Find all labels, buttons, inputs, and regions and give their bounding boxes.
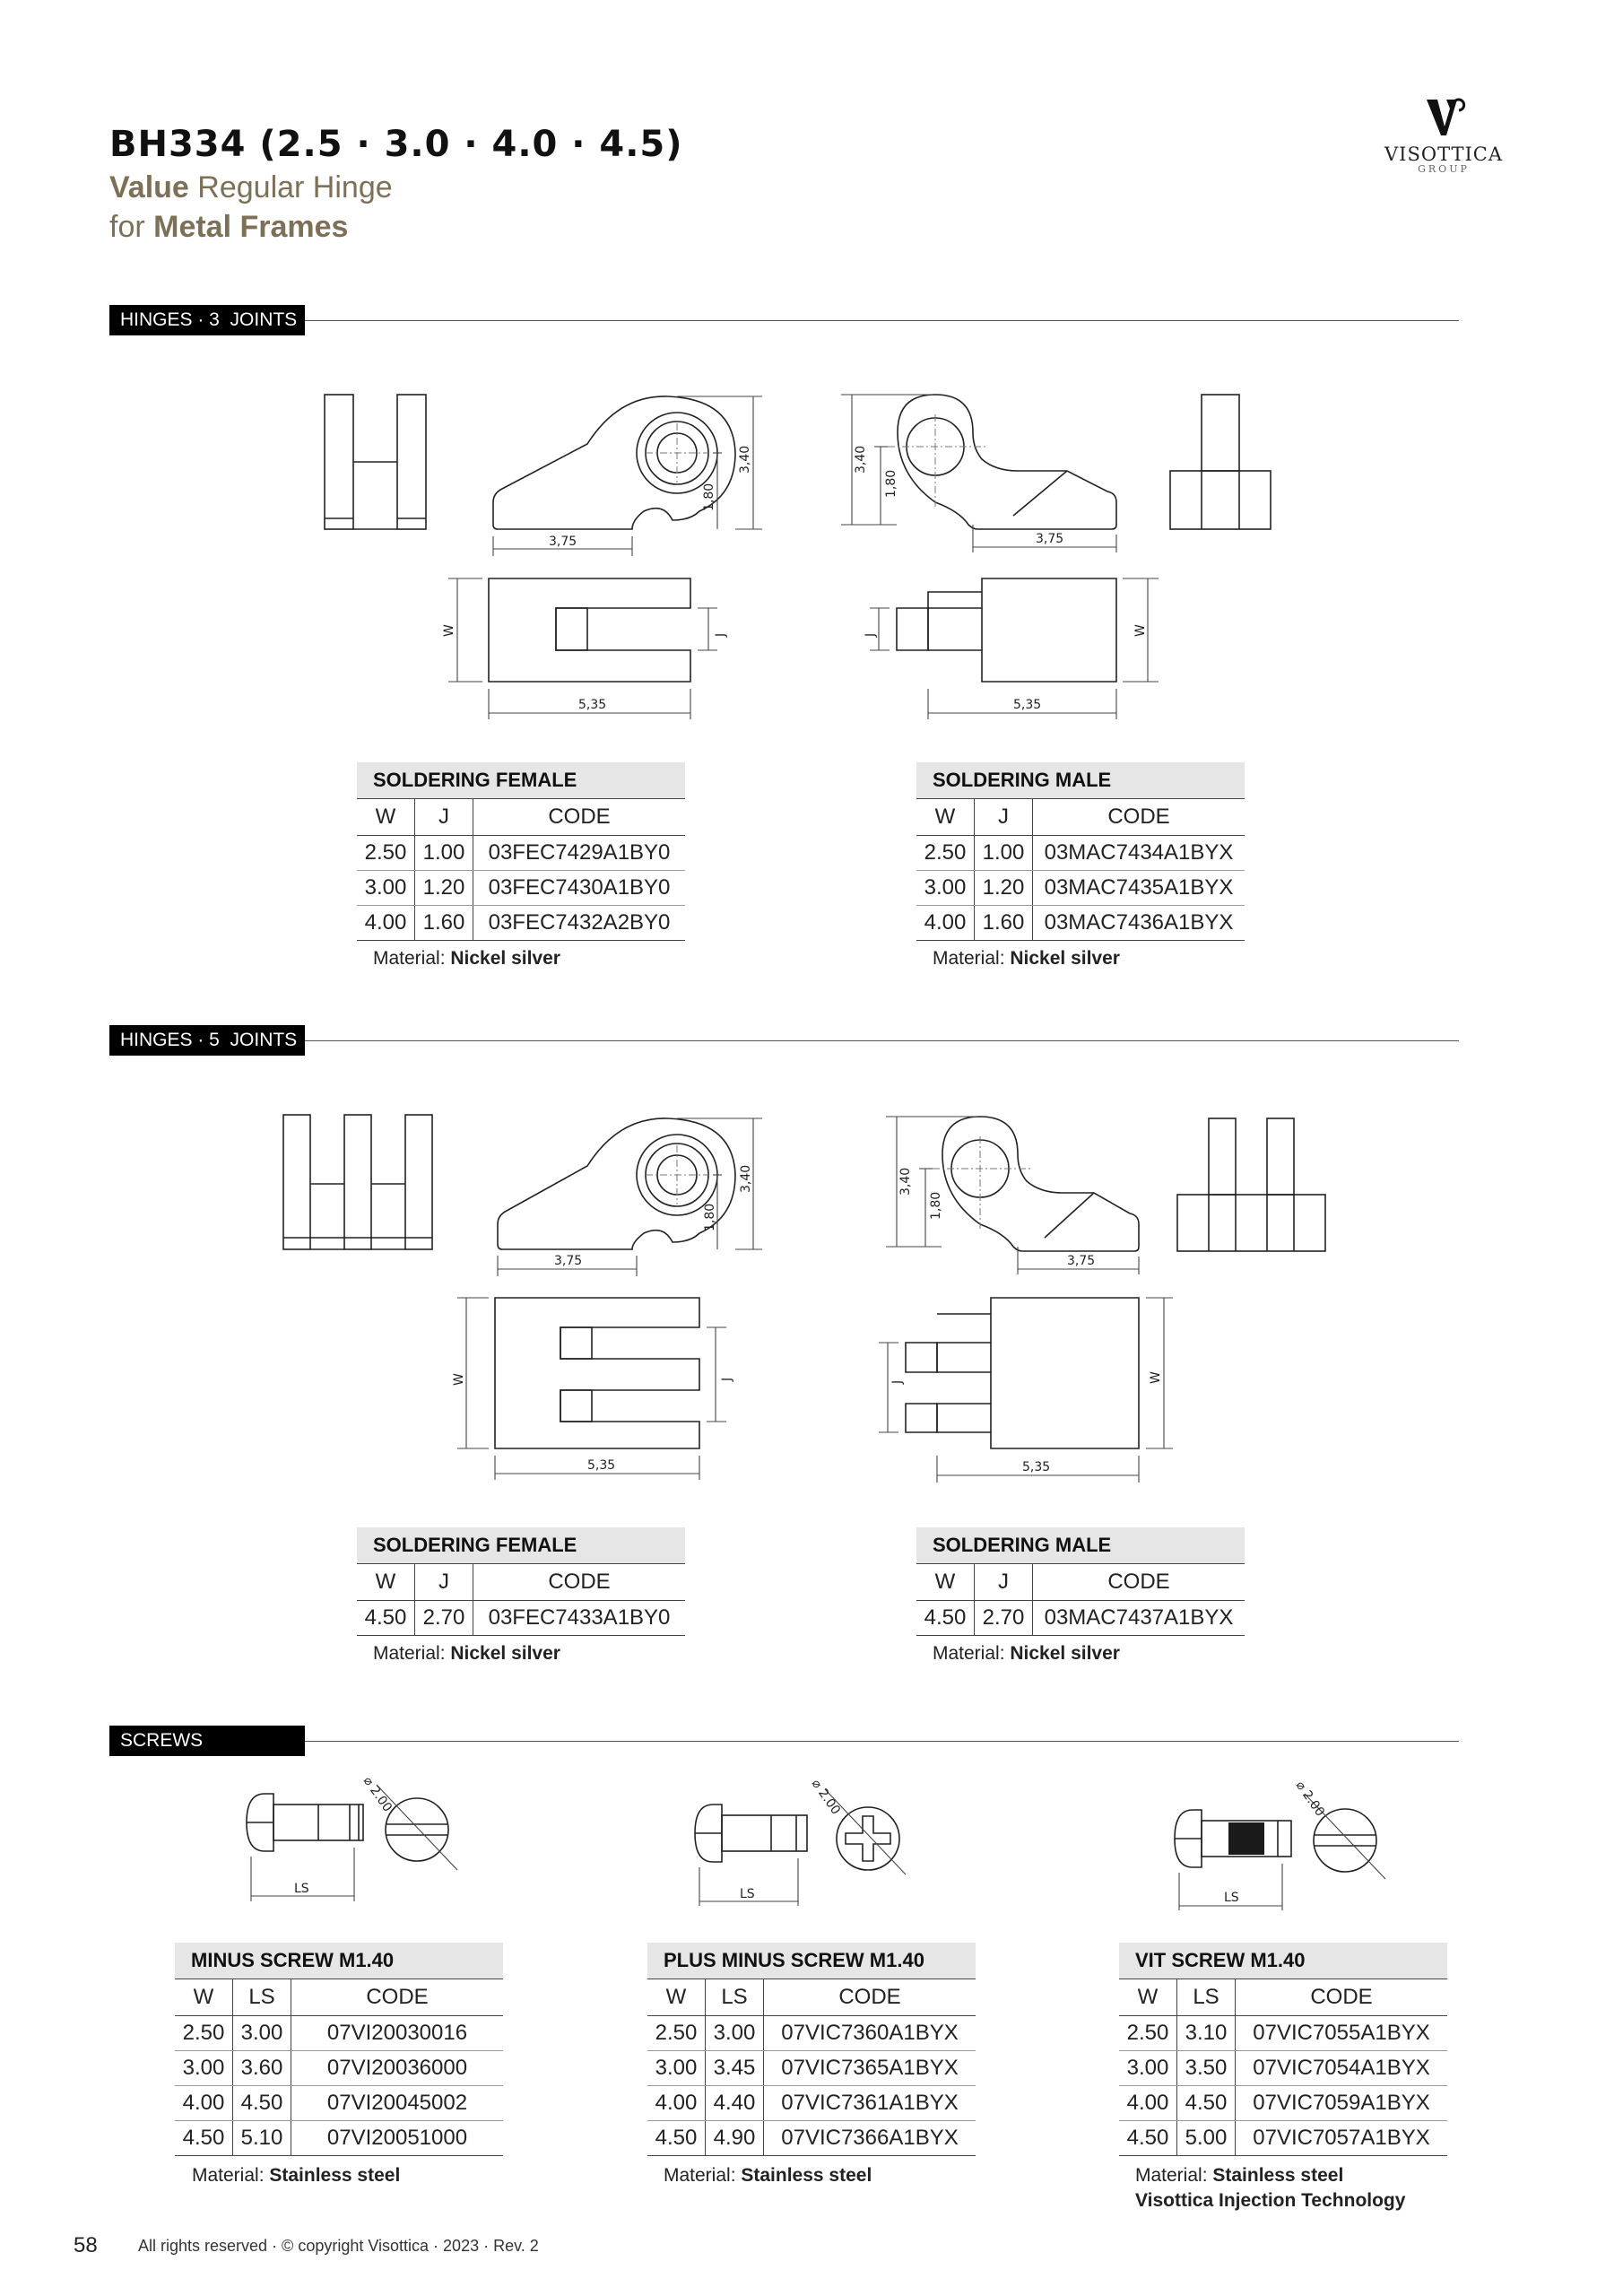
material-label: Material:	[192, 2165, 270, 2186]
cell-code: 03FEC7430A1BY0	[473, 871, 686, 906]
table-row	[1119, 2121, 1447, 2156]
table-title: PLUS MINUS SCREW M1.40	[647, 1943, 976, 1979]
cell-w: 4.00	[357, 906, 415, 941]
col-code: CODE	[1033, 799, 1245, 836]
dim-5-35: 5,35	[1013, 698, 1042, 712]
col-w: W	[357, 799, 415, 836]
dim-1-80: 1,80	[929, 1191, 943, 1220]
material-female-3	[373, 948, 560, 970]
cell-w: 4.50	[647, 2121, 706, 2156]
cell-code: 03FEC7433A1BY0	[473, 1601, 686, 1636]
cell-code: 03FEC7429A1BY0	[473, 836, 686, 871]
cell-w: 3.00	[1119, 2051, 1177, 2086]
cell-ls: 4.90	[706, 2121, 764, 2156]
female-top-view	[442, 578, 728, 719]
material-value: Nickel silver	[450, 1643, 560, 1664]
cell-code: 07VI20051000	[291, 2121, 504, 2156]
cell-code: 07VIC7361A1BYX	[764, 2086, 976, 2121]
dim-w: W	[1149, 1371, 1163, 1384]
table-vit-screw	[1119, 1943, 1447, 2156]
subtitle2-pre: for	[109, 210, 154, 244]
cell-code: 07VIC7055A1BYX	[1236, 2016, 1448, 2051]
male-side-view	[1177, 1118, 1325, 1251]
material-value: Nickel silver	[1010, 1643, 1120, 1664]
copyright: All rights reserved · © copyright Visottica · 2023 · Rev. 2	[138, 2237, 539, 2255]
dim-5-35: 5,35	[578, 698, 607, 712]
cell-code: 07VIC7054A1BYX	[1236, 2051, 1448, 2086]
section-screws	[109, 1726, 1459, 1756]
dim-ls: LS	[294, 1882, 309, 1896]
col-ls: LS	[233, 1979, 291, 2016]
cell-ls: 4.50	[233, 2086, 291, 2121]
cell-code: 07VI20030016	[291, 2016, 504, 2051]
col-ls: LS	[1177, 1979, 1236, 2016]
cell-w: 4.50	[916, 1601, 975, 1636]
dim-diameter: ⌀ 2.00	[808, 1777, 844, 1818]
cell-code: 07VI20045002	[291, 2086, 504, 2121]
col-code: CODE	[764, 1979, 976, 2016]
cell-w: 3.00	[357, 871, 415, 906]
table-row	[357, 836, 685, 871]
table-title: SOLDERING MALE	[916, 762, 1245, 799]
table-row	[647, 2051, 976, 2086]
cell-ls: 3.50	[1177, 2051, 1236, 2086]
material-label: Material:	[1135, 2165, 1213, 2186]
material-minus-screw	[192, 2165, 400, 2187]
female-top-view	[452, 1298, 734, 1480]
visottica-v-icon	[1417, 94, 1471, 139]
cell-w: 4.00	[916, 906, 975, 941]
table-row	[647, 2086, 976, 2121]
dim-3-75: 3,75	[549, 535, 577, 549]
cell-code: 03MAC7435A1BYX	[1033, 871, 1245, 906]
dim-ls: LS	[740, 1887, 755, 1901]
table-row	[1119, 2016, 1447, 2051]
dim-w: W	[442, 624, 456, 637]
subtitle2-bold: Metal Frames	[153, 210, 349, 244]
cell-w: 4.00	[1119, 2086, 1177, 2121]
page-title: BH334 (2.5 · 3.0 · 4.0 · 4.5)	[109, 124, 683, 165]
table-row	[916, 871, 1245, 906]
col-code: CODE	[1236, 1979, 1448, 2016]
dim-ls: LS	[1224, 1891, 1239, 1905]
cell-j: 1.60	[415, 906, 473, 941]
cell-w: 3.00	[916, 871, 975, 906]
dim-3-75: 3,75	[554, 1254, 583, 1268]
cell-code: 07VIC7057A1BYX	[1236, 2121, 1448, 2156]
col-code: CODE	[473, 799, 686, 836]
cell-ls: 3.60	[233, 2051, 291, 2086]
male-front-view	[841, 395, 1116, 552]
col-j: J	[415, 1564, 473, 1601]
cell-w: 2.50	[916, 836, 975, 871]
table-soldering-female-3	[357, 762, 685, 941]
logo-group: GROUP	[1418, 163, 1470, 175]
table-soldering-male-3	[916, 762, 1245, 941]
col-ls: LS	[706, 1979, 764, 2016]
col-j: J	[415, 799, 473, 836]
table-row	[1119, 2051, 1447, 2086]
cell-code: 07VIC7059A1BYX	[1236, 2086, 1448, 2121]
table-row	[175, 2121, 503, 2156]
table-row	[916, 906, 1245, 941]
page-number: 58	[74, 2233, 98, 2257]
material-label: Material:	[933, 1643, 1011, 1664]
minus-screw-icon	[247, 1774, 457, 1901]
dim-diameter: ⌀ 2.00	[1292, 1779, 1328, 1820]
cell-ls: 3.45	[706, 2051, 764, 2086]
cell-w: 4.50	[175, 2121, 233, 2156]
cell-ls: 3.00	[233, 2016, 291, 2051]
material-female-5	[373, 1643, 560, 1665]
table-row	[647, 2016, 976, 2051]
dim-1-80: 1,80	[703, 1203, 717, 1231]
cell-j: 2.70	[975, 1601, 1033, 1636]
cell-w: 3.00	[647, 2051, 706, 2086]
table-title: SOLDERING FEMALE	[357, 762, 685, 799]
dim-3-75: 3,75	[1067, 1254, 1096, 1268]
female-front-view	[498, 1118, 762, 1276]
col-code: CODE	[473, 1564, 686, 1601]
plus-minus-screw-icon	[695, 1777, 906, 1906]
dim-3-40: 3,40	[898, 1167, 913, 1196]
male-top-view	[864, 578, 1159, 719]
table-row	[175, 2016, 503, 2051]
cell-w: 4.50	[357, 1601, 415, 1636]
table-row	[357, 906, 685, 941]
col-w: W	[647, 1979, 706, 2016]
section-label: HINGES · 5 JOINTS	[109, 1025, 305, 1056]
dim-w: W	[452, 1373, 466, 1386]
col-code: CODE	[1033, 1564, 1245, 1601]
dim-j: J	[890, 1379, 905, 1384]
cell-w: 2.50	[175, 2016, 233, 2051]
male-side-view	[1170, 395, 1271, 529]
table-minus-screw	[175, 1943, 503, 2156]
table-title: SOLDERING FEMALE	[357, 1527, 685, 1564]
dim-1-80: 1,80	[884, 469, 898, 498]
screws-drawing	[224, 1758, 1480, 1919]
section-hinges-3-joints	[109, 305, 1459, 335]
table-row	[916, 1601, 1245, 1636]
female-side-view	[283, 1115, 432, 1249]
subtitle-rest: Regular Hinge	[188, 170, 393, 204]
subtitle-line-1	[109, 170, 393, 205]
material-male-5	[933, 1643, 1120, 1665]
cell-w: 2.50	[357, 836, 415, 871]
dim-1-80: 1,80	[702, 483, 716, 511]
cell-j: 1.60	[975, 906, 1033, 941]
dim-3-75: 3,75	[1036, 532, 1064, 546]
female-front-view	[493, 396, 762, 556]
dim-5-35: 5,35	[587, 1458, 616, 1473]
cell-ls: 3.10	[1177, 2016, 1236, 2051]
section-hinges-5-joints	[109, 1025, 1459, 1056]
dim-j: J	[720, 1377, 734, 1381]
section-label: SCREWS	[109, 1726, 305, 1756]
col-w: W	[1119, 1979, 1177, 2016]
cell-w: 2.50	[1119, 2016, 1177, 2051]
material-value: Stainless steel	[741, 2165, 872, 2186]
cell-code: 07VIC7365A1BYX	[764, 2051, 976, 2086]
table-row	[175, 2051, 503, 2086]
table-row	[175, 2086, 503, 2121]
vit-screw-icon	[1175, 1779, 1385, 1910]
material-male-3	[933, 948, 1120, 970]
dim-3-40: 3,40	[739, 1164, 753, 1193]
subtitle-bold: Value	[109, 170, 189, 204]
col-w: W	[357, 1564, 415, 1601]
material-label: Material:	[664, 2165, 742, 2186]
cell-j: 1.00	[415, 836, 473, 871]
col-code: CODE	[291, 1979, 504, 2016]
hinge-3-joints-drawing	[314, 377, 1300, 726]
material-value: Stainless steel	[1212, 2165, 1344, 2186]
material-vit-extra: Visottica Injection Technology	[1135, 2190, 1406, 2211]
section-divider	[305, 1040, 1459, 1041]
table-title: SOLDERING MALE	[916, 1527, 1245, 1564]
dim-j: J	[864, 632, 878, 637]
cell-code: 07VIC7366A1BYX	[764, 2121, 976, 2156]
section-label: HINGES · 3 JOINTS	[109, 305, 305, 335]
cell-code: 03MAC7434A1BYX	[1033, 836, 1245, 871]
dim-w: W	[1133, 624, 1148, 637]
cell-w: 4.00	[175, 2086, 233, 2121]
table-soldering-male-5	[916, 1527, 1245, 1636]
col-w: W	[916, 1564, 975, 1601]
cell-ls: 3.00	[706, 2016, 764, 2051]
table-title: VIT SCREW M1.40	[1119, 1943, 1447, 1979]
dim-diameter: ⌀ 2.00	[360, 1774, 395, 1815]
table-row	[647, 2121, 976, 2156]
logo-name: VISOTTICA	[1384, 144, 1503, 165]
table-row	[357, 1601, 685, 1636]
table-row	[1119, 2086, 1447, 2121]
cell-ls: 5.00	[1177, 2121, 1236, 2156]
table-row	[916, 836, 1245, 871]
section-divider	[305, 320, 1459, 321]
material-label: Material:	[373, 1643, 451, 1664]
material-label: Material:	[373, 948, 451, 969]
material-value: Nickel silver	[450, 948, 560, 969]
table-soldering-female-5	[357, 1527, 685, 1636]
cell-code: 03MAC7436A1BYX	[1033, 906, 1245, 941]
cell-w: 2.50	[647, 2016, 706, 2051]
cell-j: 1.20	[975, 871, 1033, 906]
cell-code: 03FEC7432A2BY0	[473, 906, 686, 941]
col-j: J	[975, 799, 1033, 836]
col-j: J	[975, 1564, 1033, 1601]
material-label: Material:	[933, 948, 1011, 969]
visottica-logo	[1381, 94, 1506, 175]
cell-ls: 4.40	[706, 2086, 764, 2121]
col-w: W	[175, 1979, 233, 2016]
cell-ls: 5.10	[233, 2121, 291, 2156]
cell-j: 2.70	[415, 1601, 473, 1636]
cell-code: 03MAC7437A1BYX	[1033, 1601, 1245, 1636]
table-title: MINUS SCREW M1.40	[175, 1943, 503, 1979]
material-value: Stainless steel	[269, 2165, 401, 2186]
section-divider	[305, 1741, 1459, 1742]
cell-j: 1.00	[975, 836, 1033, 871]
male-front-view	[886, 1117, 1139, 1274]
col-w: W	[916, 799, 975, 836]
female-side-view	[325, 395, 426, 529]
dim-j: J	[714, 632, 728, 637]
table-row	[357, 871, 685, 906]
cell-code: 07VI20036000	[291, 2051, 504, 2086]
cell-w: 4.50	[1119, 2121, 1177, 2156]
material-plus-minus-screw	[664, 2165, 872, 2187]
cell-code: 07VIC7360A1BYX	[764, 2016, 976, 2051]
table-plus-minus-screw	[647, 1943, 976, 2156]
cell-ls: 4.50	[1177, 2086, 1236, 2121]
material-value: Nickel silver	[1010, 948, 1120, 969]
male-top-view	[879, 1298, 1173, 1483]
cell-w: 3.00	[175, 2051, 233, 2086]
dim-5-35: 5,35	[1022, 1460, 1051, 1474]
subtitle-line-2	[109, 210, 348, 245]
dim-3-40: 3,40	[738, 445, 752, 474]
hinge-5-joints-drawing	[269, 1099, 1345, 1493]
material-vit-screw	[1135, 2165, 1343, 2187]
dim-3-40: 3,40	[854, 445, 868, 474]
cell-w: 4.00	[647, 2086, 706, 2121]
cell-j: 1.20	[415, 871, 473, 906]
